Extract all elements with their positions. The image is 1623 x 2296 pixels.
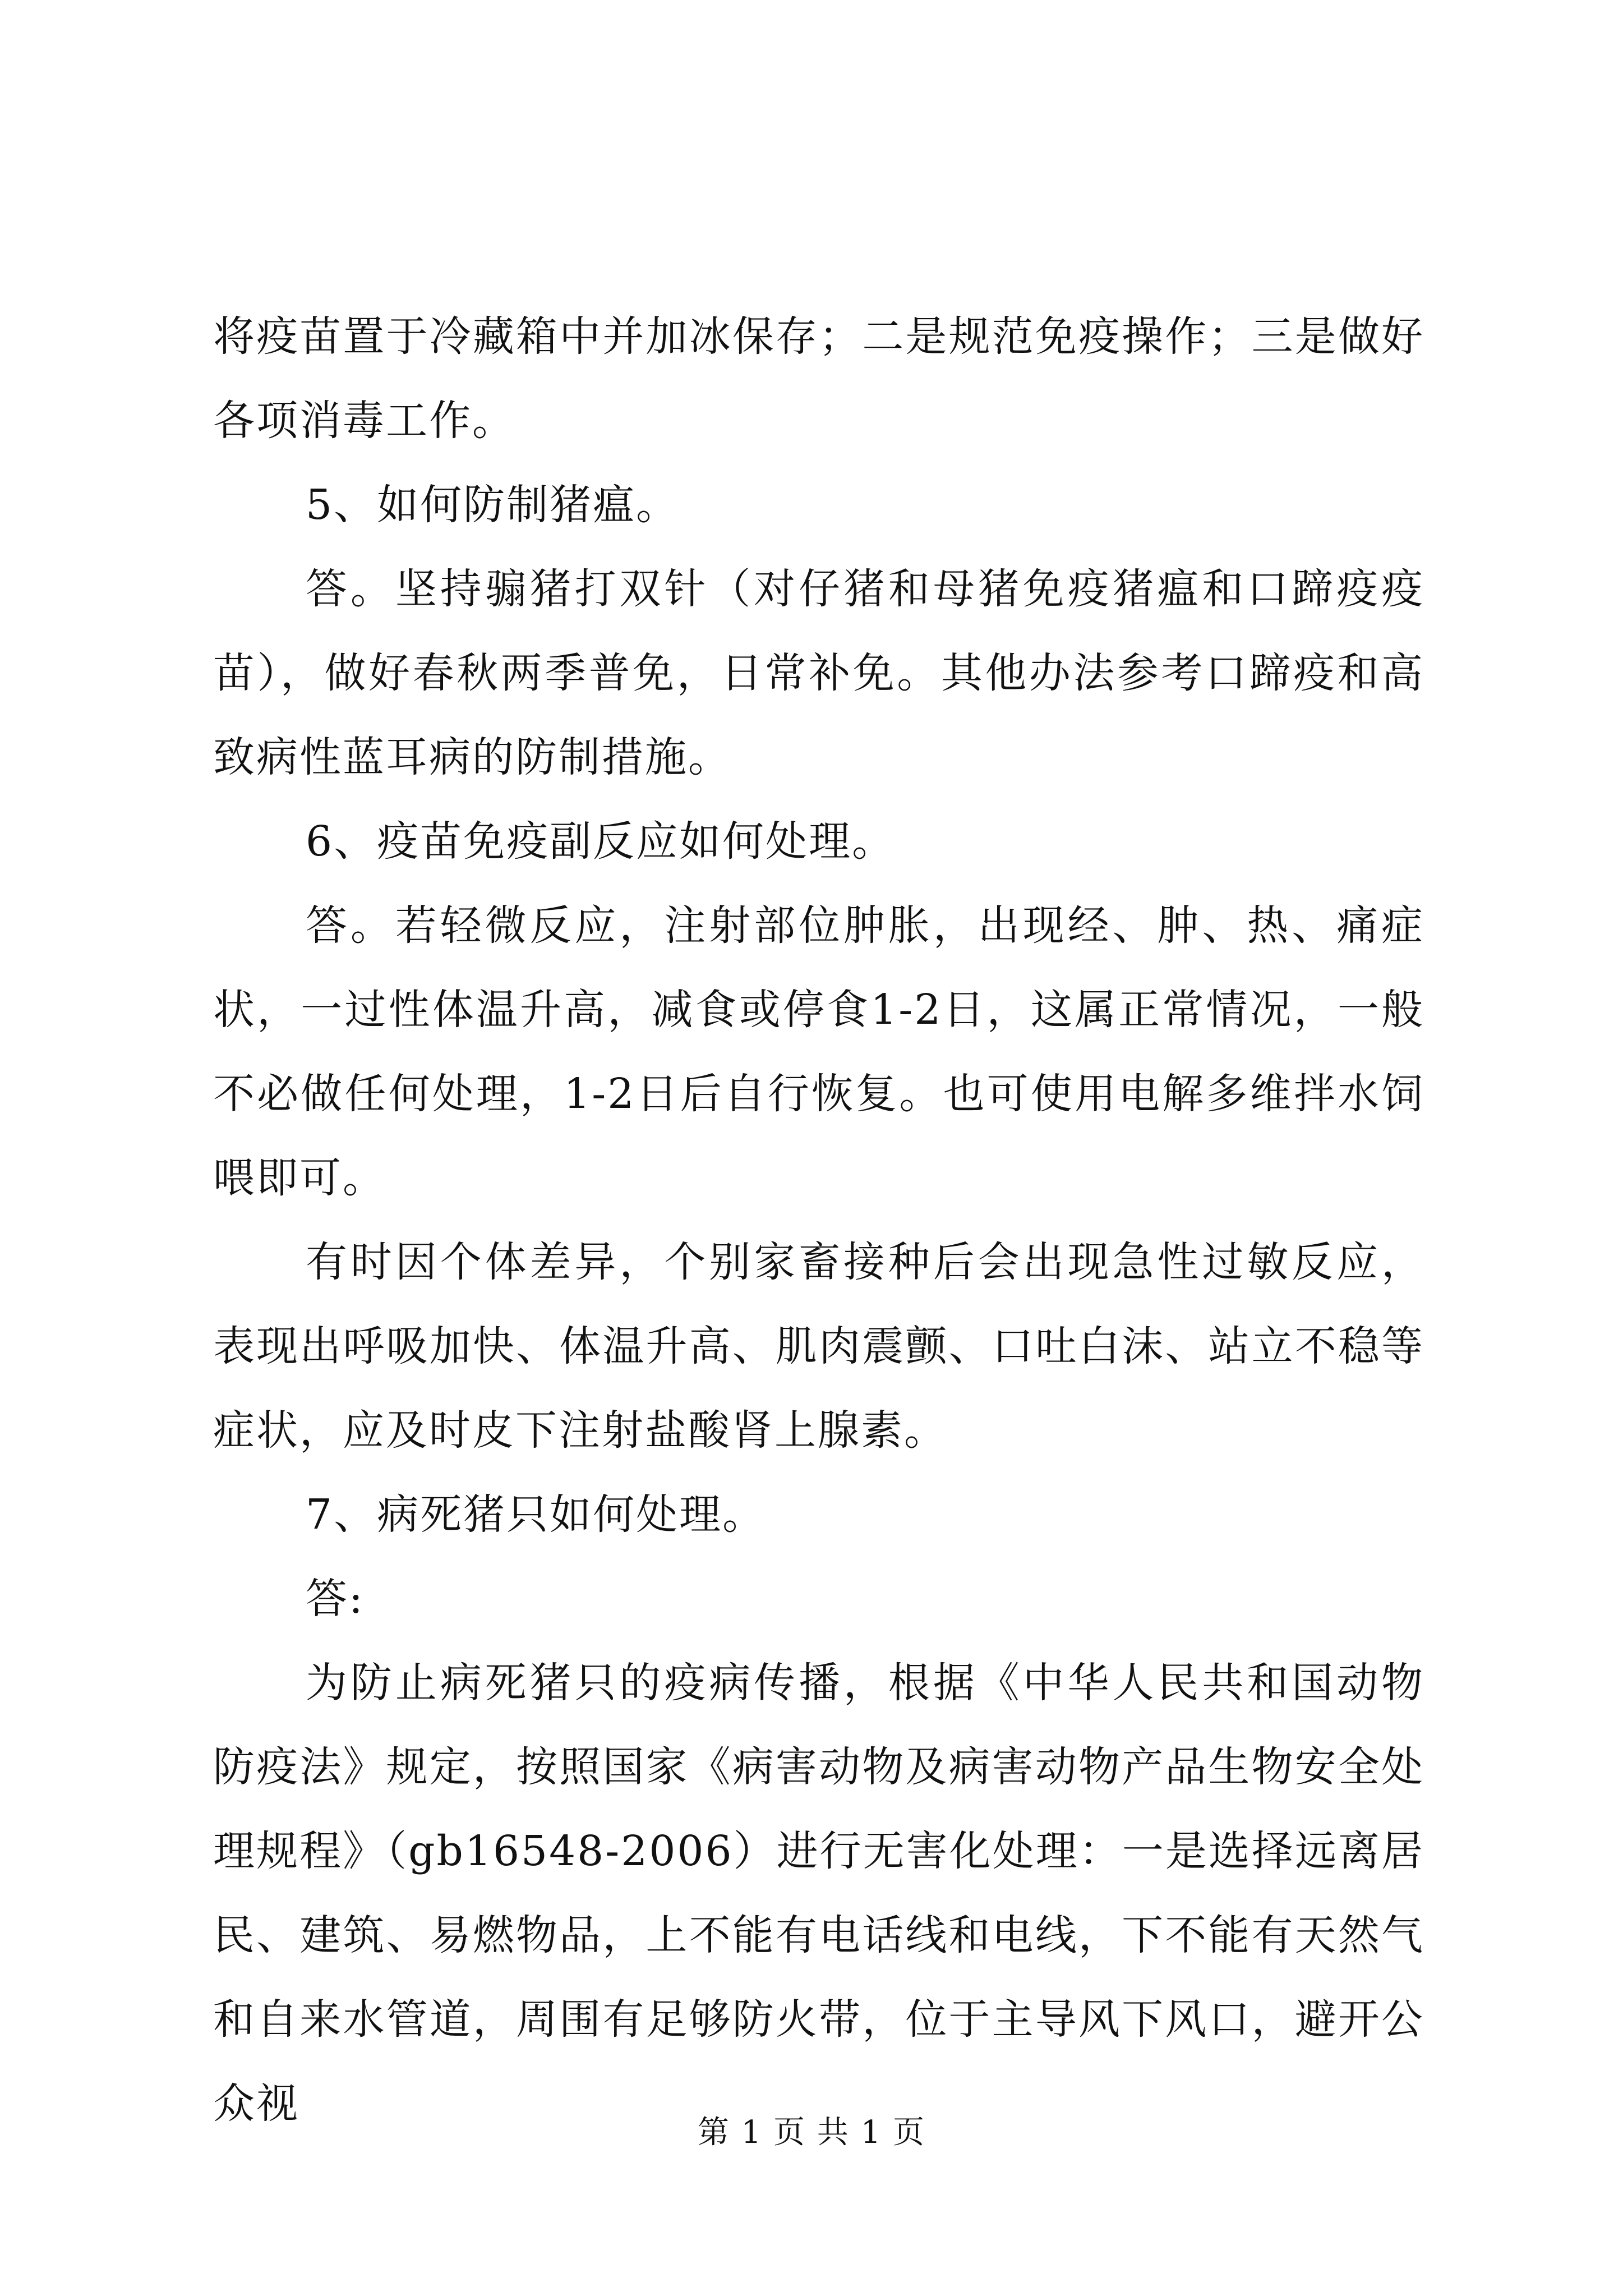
question-6-heading: 6、疫苗免疫副反应如何处理。: [306, 817, 896, 866]
answer-5: 答。坚持骟猪打双针（对仔猪和母猪免疫猪瘟和口蹄疫疫苗），做好春秋两季普免，日常补免。其他办法参考口蹄疫和高致病性蓝耳病的防制措施。: [213, 565, 1424, 781]
answer-6-continued: 有时因个体差异，个别家畜接种后会出现急性过敏反应，表现出呼吸加快、体温升高、肌肉震颤、口吐白沫、站立不稳等症状，应及时皮下注射盐酸肾上腺素。: [213, 1238, 1424, 1455]
answer-6: 答。若轻微反应，注射部位肿胀，出现经、肿、热、痛症状，一过性体温升高，减食或停食1-2日，这属正常情况，一般不必做任何处理，1-2日后自行恢复。也可使用电解多维拌水饲喂即可。: [213, 901, 1424, 1202]
paragraph-1: 将疫苗置于冷藏箱中并加冰保存；二是规范免疫操作；三是做好各项消毒工作。: [213, 312, 1424, 445]
question-5-heading: 5、如何防制猪瘟。: [306, 481, 680, 529]
answer-7-label: 答:: [306, 1575, 365, 1623]
page-footer: 第 1 页 共 1 页: [697, 2114, 926, 2151]
document-body: [213, 295, 1424, 2146]
question-7-heading: 7、病死猪只如何处理。: [306, 1490, 766, 1539]
answer-7: 为防止病死猪只的疫病传播，根据《中华人民共和国动物防疫法》规定，按照国家《病害动物及病害动物产品生物安全处理规程》（gb16548-2006）进行无害化处理：一是选择远离居民、建筑、易燃物品，上不能有电话线和电线，下不能有天然气和自来水管道，周围有足够防火带，位于主导风下风口，避开公众视: [213, 1659, 1424, 2128]
